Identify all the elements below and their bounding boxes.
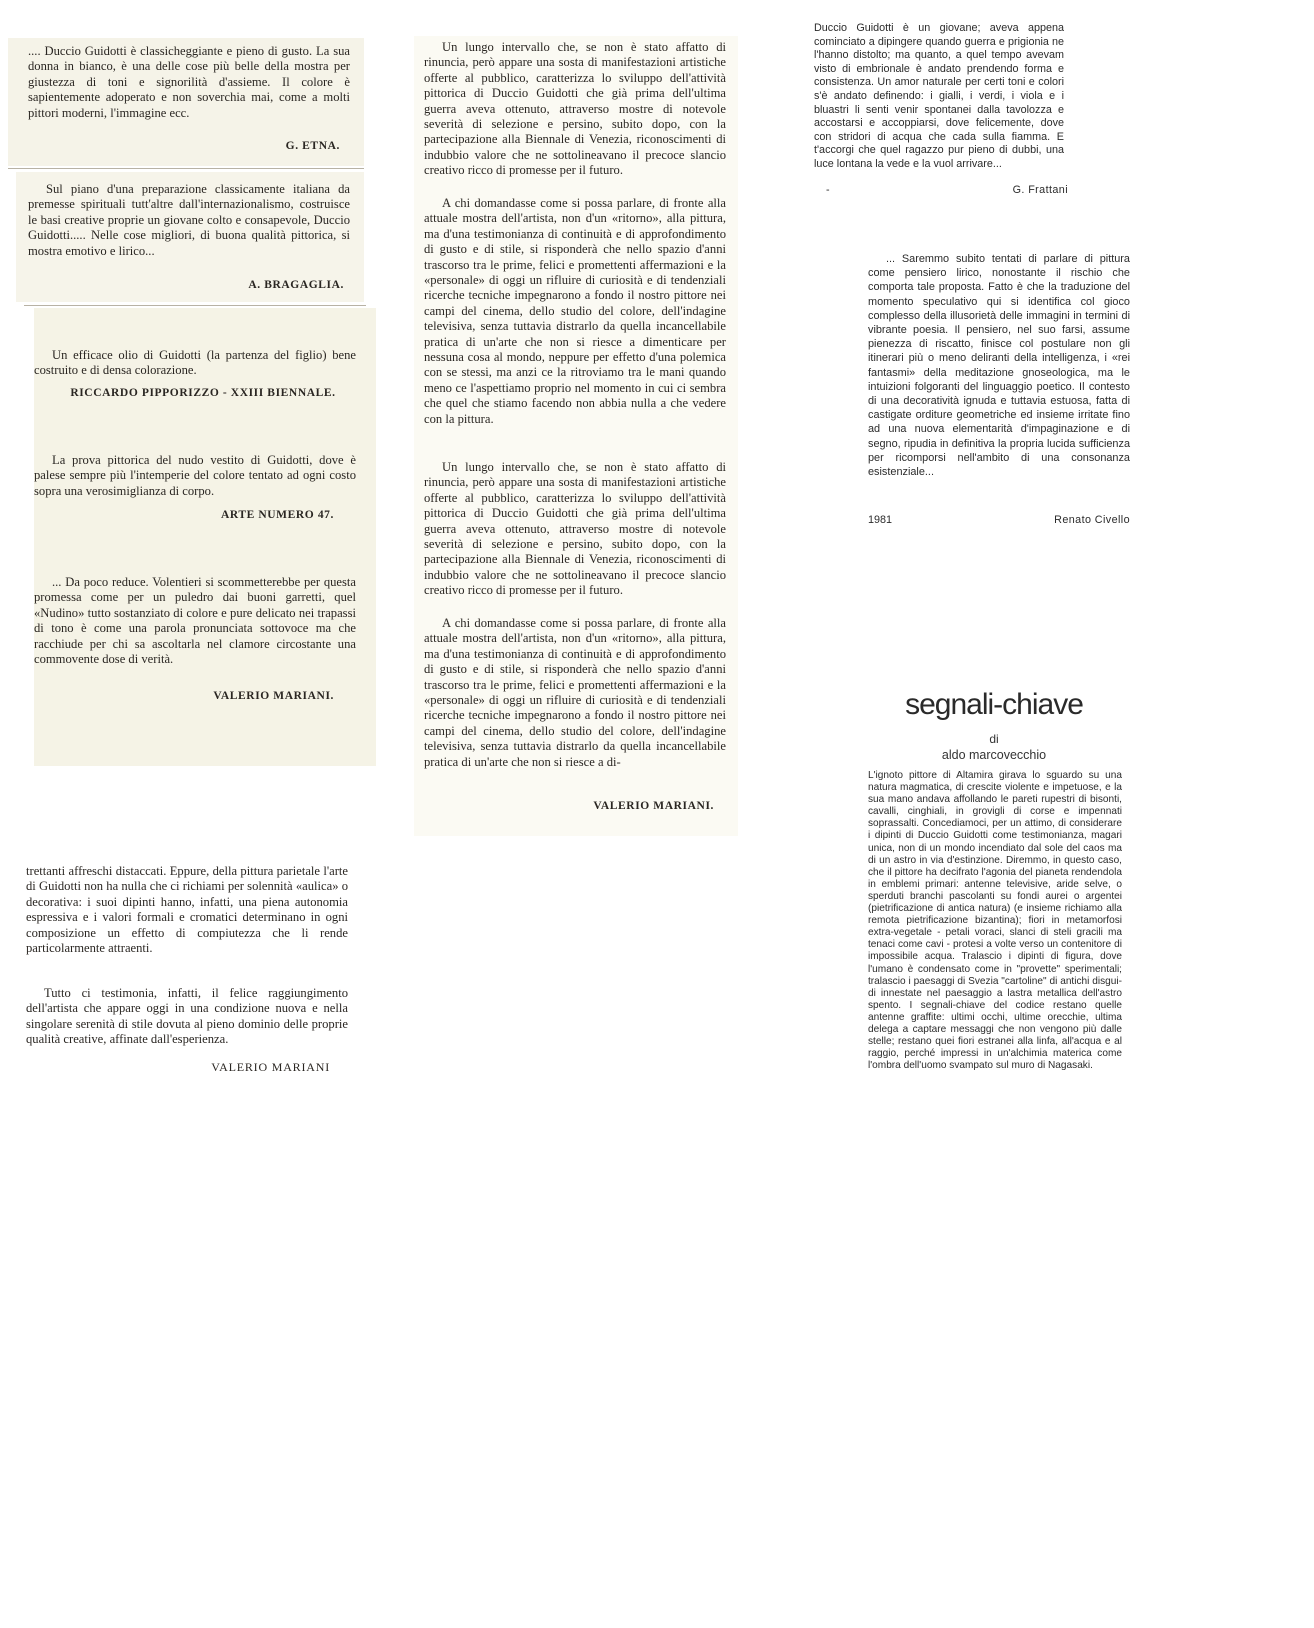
review-text-frattani: Duccio Guidotti è un giovane; aveva appena cominciato a dipingere quando guerra e prigionia ne l'hanno distolto; ma quanto, a quel tempo avevam visto di embrionale è andato prendendo forma e consistenza. Un amor naturale per certi toni e colori s'è andato definendo: i gialli, i verdi, i viola e i bluastri li senti venir spontanei dalla tavolozza e accostarsi e accoppiarsi, dove felicemente, dove con stridori di acqua che cada sulla fiamma. E t'accorgi che quel ragazzo pur pieno di dubbi, una luce lontana la vede e la vuol arrivare... (814, 22, 1064, 170)
clipping-middle-article (414, 36, 738, 836)
review-year: 1981 (868, 514, 893, 526)
article-paragraph: Tutto ci testimonia, infatti, il felice raggiungimento dell'artista che appare oggi in una condizione nuova e nella singolare serenità di stile dovuta al pieno dominio delle proprie qualità creative, affinate dall'esperienza. (26, 986, 348, 1047)
article-paragraph: Un lungo intervallo che, se non è stato affatto di rinuncia, però appare una sosta di manifestazioni artistiche offerte al pubblico, caratterizza lo sviluppo dell'attività pittorica di Duccio Guidotti che già prima dell'ultima guerra aveva ottenuto, attraverso mostre di notevole severità di selezione e persino, subito dopo, con la partecipazione alla Biennale di Venezia, riconoscimenti di indubbio valore che ne sottolineavano il precoce slancio creativo ricco di promesse per il futuro. (424, 460, 726, 598)
clipping-pipporizzo-arte-mariani (34, 308, 376, 766)
review-author-etna: G. ETNA. (285, 140, 340, 152)
review-text-civello: ... Saremmo subito tentati di parlare di pittura come pensiero lirico, nonostante il rischio che comporta tale proposta. Fatto è che la traduzione del momento speculativo qui si identifica col gioco complesso della illusorietà delle immagini in termini di vibrante poesia. Il pensiero, nel suo farsi, assume pienezza di riscatto, finisce col postulare non gli itinerari più o meno deliranti della intelligenza, i «rei fantasmi» della meditazione gnoseologica, ma le intuizioni folgoranti del linguaggio poetico. Il contesto di una decoratività ignuda e tuttavia estuosa, fatta di castigate orditure geometriche ed insieme irritate fino ad una nuova elementarità d'impaginazione e di segno, ripudia in definitiva la propria lucida sufficienza per ricomporsi nell'ambito di una consonanza esistenziale... (868, 253, 1130, 479)
review-text-etna: .... Duccio Guidotti è classicheggiante e pieno di gusto. La sua donna in bianco, è una delle cose più belle della mostra per giustezza di toni e signorilità d'assieme. Il colore è sapientemente adoperato e non soverchia mai, come a molti pittori moderni, l'immagine ecc. (28, 44, 350, 120)
dash-mark: - (826, 184, 830, 196)
article-author: VALERIO MARIANI (211, 1060, 330, 1074)
article-body: L'ignoto pittore di Altamira girava lo sguardo su una natura magmatica, di crescite violente e impetuose, e la sua mano andava affollando le pareti rupestri di bisonti, cavalli, cinghiali, in grovigli di corse e impennati soprassalti. Concediamoci, per un attimo, di considerare i dipinti di Duccio Guidotti come testimonianza, magari unica, non di un mondo incendiato dal sole del caos ma di un astro in via d'estinzione. Diremmo, in questo caso, che il pittore ha decifrato l'agonia del pianeta rendendola in emblemi primari: antenne televisive, aride selve, o sperduti branchi pascolanti su fondi aurei o argentei (pietrificazione di antica natura) (e insieme richiamo alla remota pietrificazione bizantina); fiori in metamorfosi extra-vegetale - petali voraci, slanci di steli gracili ma tenaci come cavi - protesi a volte verso un contenitore di impossibile acqua. Tralascio i dipinti di figura, dove l'umano è condensato come in "provette" sperimentali; tralascio i paesaggi di Svezia "cartoline" di antichi disgui- di innestate nel paesaggio a lastra metallica dell'astro spento. I segnali-chiave del codice restano quelle antenne graffite: ultimi occhi, ultime orecchie, ultima delega a captare messaggi che non vengono più dalle stelle; restano quei fiori estranei alla linfa, all'acqua e al raggio, perché impressi in un'alchimia materica come l'ombra dell'uomo svampato sul muro di Nagasaki. (868, 770, 1122, 1072)
divider (24, 305, 366, 306)
clipping-frattani (808, 22, 1072, 198)
review-author-frattani: G. Frattani (1012, 184, 1068, 196)
review-author-bragaglia: A. BRAGAGLIA. (248, 279, 344, 291)
clipping-mariani-continued (18, 858, 364, 1104)
review-author-mariani: VALERIO MARIANI. (213, 690, 334, 702)
article-paragraph: trettanti affreschi distaccati. Eppure, della pittura parietale l'arte di Guidotti non ha nulla che ci richiami per solennità «aulica» o decorativa: i suoi dipinti hanno, infatti, una piena autonomia espressiva e i valori formali e cromatici determinano in ogni composizione un effetto di compiutezza che li rende particolarmente attraenti. (26, 864, 348, 956)
divider (8, 168, 364, 169)
review-text-bragaglia: Sul piano d'una preparazione classicamente italiana da premesse spirituali tutt'altre dall'internazionalismo, costruisce le basi creative proprie un giovane colto e consapevole, Duccio Guidotti..... Nelle cose migliori, di buona qualità pittorica, si mostra emotivo e lirico... (28, 182, 350, 258)
review-author-arte: ARTE NUMERO 47. (220, 509, 334, 521)
article-byline-author: aldo marcovecchio (941, 748, 1047, 762)
article-paragraph: A chi domandasse come si possa parlare, di fronte alla attuale mostra dell'artista, non d'un «ritorno», alla pittura, ma d'una testimonianza di continuità e di approfondimento di gusto e di stile, si risponderà che nello spazio d'anni trascorso tra le prime, felici e promettenti affermazioni e la «personale» di oggi un rifluire di curiosità e di tendenziali ricerche tecniche impegnarono a fondo il nostro pittore nei campi del cinema, dello studio del colore, dell'indagine televisiva, senza tuttavia distrarlo da quella incancellabile pratica di un'arte che non si riesce a di- (424, 616, 726, 769)
clipping-etna (8, 38, 364, 166)
clipping-bragaglia (16, 172, 364, 302)
review-text-pipporizzo: Un efficace olio di Guidotti (la partenza del figlio) bene costruito e di densa colorazione. (34, 348, 356, 378)
review-author-pipporizzo: RICCARDO PIPPORIZZO - XXIII BIENNALE. (70, 387, 336, 399)
review-text-arte: La prova pittorica del nudo vestito di Guidotti, dove è palese sempre più l'intemperie del colore tentato ad ogni costo sopra una verosimiglianza di corpo. (34, 453, 356, 498)
article-title: segnali-chiave (905, 688, 1083, 721)
article-paragraph: Un lungo intervallo che, se non è stato affatto di rinuncia, però appare una sosta di manifestazioni artistiche offerte al pubblico, caratterizza lo sviluppo dell'attività pittorica di Duccio Guidotti che già prima dell'ultima guerra aveva ottenuto, attraverso mostre di notevole severità di selezione e persino, subito dopo, con la partecipazione alla Biennale di Venezia, riconoscimenti di indubbio valore che ne sottolineavano il precoce slancio creativo ricco di promesse per il futuro. (424, 40, 726, 178)
article-byline-di: di (989, 732, 999, 746)
review-text-mariani: ... Da poco reduce. Volentieri si scommetterebbe per questa promessa come per un puledro dai buoni garretti, quel «Nudino» tutto sostanziato di colore e pure delicato nei trapassi di tono è come una parola pronunciata sottovoce ma che racchiude per chi sa ascoltarla nel clamore circostante una commovente dose di verità. (34, 575, 356, 667)
clipping-segnali-chiave (868, 688, 1132, 1108)
article-paragraph: A chi domandasse come si possa parlare, di fronte alla attuale mostra dell'artista, non d'un «ritorno», alla pittura, ma d'una testimonianza di continuità e di approfondimento di gusto e di stile, si risponderà che nello spazio d'anni trascorso tra le prime, felici e promettenti affermazioni e la «personale» di oggi un rifluire di curiosità e di tendenziali ricerche tecniche impegnarono a fondo il nostro pittore nei campi del cinema, dello studio del colore, dell'indagine televisiva, senza tuttavia distrarlo da quella incancellabile pratica di un'arte che non si riesce a dimenticare per nessuna cosa al mondo, neppure per effetto d'una polemica con se stessi, ma anzi ce la ritroviamo tra le mani quando meno ce l'aspettiamo proprio nel momento in cui ci sembra che quel che stiamo facendo non abbia nulla a che vedere con la pittura. (424, 196, 726, 426)
clipping-civello (868, 252, 1138, 540)
review-author-civello: Renato Civello (1054, 514, 1130, 526)
article-author: VALERIO MARIANI. (593, 800, 714, 812)
